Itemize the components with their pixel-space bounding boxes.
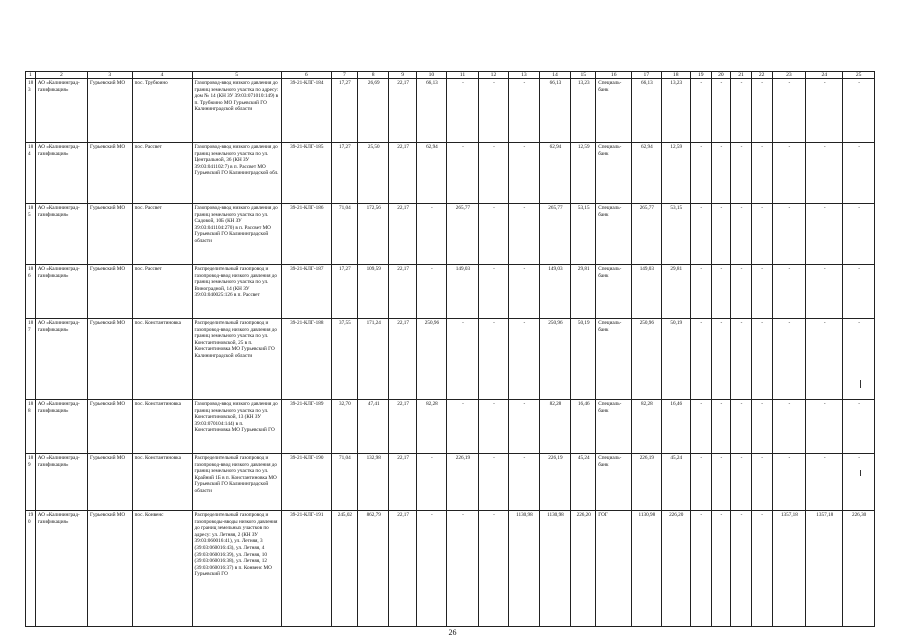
- table-cell: 39-21-КЛГ-187: [281, 265, 331, 319]
- table-cell: 22,17: [389, 143, 416, 204]
- table-cell: 22,17: [389, 400, 416, 454]
- table-cell: -: [478, 265, 508, 319]
- table-cell: 22,17: [389, 265, 416, 319]
- table-cell: 186: [26, 265, 36, 319]
- table-cell: -: [509, 319, 539, 400]
- table-cell: 66,13: [539, 79, 571, 143]
- table-cell: -: [772, 265, 806, 319]
- table-cell: 149,03: [447, 265, 479, 319]
- table-cell: -: [843, 265, 875, 319]
- table-cell: 39-21-КЛГ-191: [281, 511, 331, 627]
- table-cell: -: [731, 400, 752, 454]
- table-cell: 47,41: [357, 400, 389, 454]
- table-cell: -: [751, 79, 772, 143]
- table-cell: -: [690, 454, 711, 511]
- table-cell: -: [478, 454, 508, 511]
- header-cell: 21: [731, 72, 752, 79]
- table-cell: -: [843, 400, 875, 454]
- table-cell: 53,15: [571, 204, 596, 265]
- table-cell: 187: [26, 319, 36, 400]
- table-cell: -: [843, 319, 875, 400]
- table-cell: 29,81: [571, 265, 596, 319]
- table-cell: -: [711, 204, 731, 265]
- table-cell: 16,46: [661, 400, 690, 454]
- table-cell: -: [416, 454, 446, 511]
- table-cell: Гурьевский МО: [88, 79, 133, 143]
- table-cell: Газопровод-ввод низкого давления до границ земельного участка по адресу: дом № 14 (КН ЗУ 39:03:071010:149) в п. Трубюино МО Гурьевский ГО Калининградской области: [192, 79, 281, 143]
- table-cell: Гурьевский МО: [88, 511, 133, 627]
- table-cell: АО «Калининград-газификация»: [35, 400, 87, 454]
- table-cell: ГОГ: [596, 511, 632, 627]
- header-cell: 23: [772, 72, 806, 79]
- table-cell: 71,04: [331, 454, 357, 511]
- table-cell: -: [711, 265, 731, 319]
- table-cell: пос. Константиновка: [132, 400, 192, 454]
- header-cell: 22: [751, 72, 772, 79]
- header-cell: 16: [596, 72, 632, 79]
- page-number: 26: [448, 628, 457, 637]
- table-cell: 189: [26, 454, 36, 511]
- table-cell: -: [806, 204, 843, 265]
- table-cell: -: [690, 319, 711, 400]
- table-cell: 862,79: [357, 511, 389, 627]
- table-cell: -: [806, 79, 843, 143]
- table-cell: -: [711, 79, 731, 143]
- table-cell: 45,24: [661, 454, 690, 511]
- header-cell: 24: [806, 72, 843, 79]
- table-cell: 265,77: [447, 204, 479, 265]
- table-cell: 17,27: [331, 143, 357, 204]
- table-cell: -: [731, 319, 752, 400]
- header-cell: 10: [416, 72, 446, 79]
- table-cell: пос. Рассвет: [132, 265, 192, 319]
- table-cell: 226,20: [571, 511, 596, 627]
- table-cell: -: [806, 400, 843, 454]
- table-row: [26, 204, 875, 265]
- table-cell: пос. Рассвет: [132, 204, 192, 265]
- header-cell: 9: [389, 72, 416, 79]
- table-cell: АО «Калининград-газификация»: [35, 265, 87, 319]
- table-cell: -: [478, 319, 508, 400]
- table-cell: 109,59: [357, 265, 389, 319]
- table-cell: -: [447, 400, 479, 454]
- table-cell: 13,23: [571, 79, 596, 143]
- table-cell: 66,13: [632, 79, 661, 143]
- table-cell: -: [711, 319, 731, 400]
- table-cell: 188: [26, 400, 36, 454]
- table-cell: Гурьевский МО: [88, 204, 133, 265]
- table-cell: -: [751, 454, 772, 511]
- table-cell: -: [806, 265, 843, 319]
- table-cell: -: [509, 143, 539, 204]
- table-cell: Специаль-банк: [596, 204, 632, 265]
- table-cell: -: [772, 319, 806, 400]
- header-cell: 4: [132, 72, 192, 79]
- table-cell: Гурьевский МО: [88, 400, 133, 454]
- table-cell: 50,19: [661, 319, 690, 400]
- table-cell: Газопровод-ввод низкого давления до границ земельного участка по ул. Центральной, 36 (КН ЗУ 39:03:041102:7) в п. Рассвет МО Гурьевский ГО Калининградской обл.: [192, 143, 281, 204]
- header-cell: 15: [571, 72, 596, 79]
- table-cell: -: [416, 265, 446, 319]
- table-cell: -: [772, 204, 806, 265]
- table-cell: Специаль-банк: [596, 143, 632, 204]
- table-cell: 29,81: [661, 265, 690, 319]
- table-cell: -: [416, 204, 446, 265]
- table-cell: -: [731, 511, 752, 627]
- scan-mark: [860, 380, 861, 388]
- table-cell: 185: [26, 204, 36, 265]
- table-cell: -: [447, 79, 479, 143]
- table-cell: АО «Калининград-газификация»: [35, 143, 87, 204]
- table-cell: 132,98: [357, 454, 389, 511]
- header-cell: 19: [690, 72, 711, 79]
- table-cell: 32,70: [331, 400, 357, 454]
- table-cell: пос. Константиновка: [132, 454, 192, 511]
- table-cell: 62,94: [416, 143, 446, 204]
- table-cell: -: [751, 143, 772, 204]
- table-cell: 250,96: [416, 319, 446, 400]
- table-cell: -: [478, 511, 508, 627]
- table-cell: 250,96: [632, 319, 661, 400]
- table-cell: Гурьевский МО: [88, 454, 133, 511]
- header-cell: 20: [711, 72, 731, 79]
- table-cell: -: [447, 319, 479, 400]
- table-cell: 82,28: [416, 400, 446, 454]
- table-cell: -: [509, 265, 539, 319]
- table-cell: -: [772, 400, 806, 454]
- table-cell: 13,23: [661, 79, 690, 143]
- table-cell: 226,20: [661, 511, 690, 627]
- table-cell: Распределительный газопровод и газопроводы-вводы низкого давления до границ земельных участков по адресу: ул. Летняя, 2 (КН ЗУ 39:03:060016:41), ул. Летняя, 3 (39:03:060016:43), ул. Летняя, 4 (39:03:060016:39), ул. Летняя, 10 (39:03:060016:38), ул. Летняя, 12 (39:03:060016:37) в п. Конвенс МО Гурьевский ГО: [192, 511, 281, 627]
- table-cell: АО «Калининград-газификация»: [35, 319, 87, 400]
- table-cell: 62,94: [539, 143, 571, 204]
- table-cell: -: [416, 511, 446, 627]
- table-cell: 50,19: [571, 319, 596, 400]
- table-cell: 12,59: [661, 143, 690, 204]
- table-cell: 16,46: [571, 400, 596, 454]
- table-cell: 25,50: [357, 143, 389, 204]
- header-cell: 17: [632, 72, 661, 79]
- table-cell: Распределительный газопровод и газопровод-ввод низкого давления до границ земельного участка по ул. Крайний 1Б в п. Константиновка МО Гурьевский ГО Калининградской области: [192, 454, 281, 511]
- table-cell: -: [509, 79, 539, 143]
- header-row: [26, 72, 875, 79]
- table-cell: 226,30: [843, 511, 875, 627]
- table-cell: 66,13: [416, 79, 446, 143]
- table-cell: Специаль-банк: [596, 79, 632, 143]
- table-cell: Гурьевский МО: [88, 143, 133, 204]
- table-cell: АО «Калининград-газификация»: [35, 204, 87, 265]
- table-cell: -: [690, 204, 711, 265]
- table-cell: 250,96: [539, 319, 571, 400]
- table-cell: 17,27: [331, 79, 357, 143]
- table-cell: 39-21-КЛГ-186: [281, 204, 331, 265]
- table-cell: Специаль-банк: [596, 319, 632, 400]
- table-cell: 37,55: [331, 319, 357, 400]
- table-cell: -: [806, 143, 843, 204]
- header-cell: 6: [281, 72, 331, 79]
- table-cell: Газопровод-ввод низкого давления до границ земельного участка по ул. Константиновской, 13 (КН ЗУ 39:03:070104:144) в п. Константиновка МО Гурьевский ГО: [192, 400, 281, 454]
- table-cell: 265,77: [539, 204, 571, 265]
- table-cell: 62,94: [632, 143, 661, 204]
- table-cell: -: [731, 204, 752, 265]
- table-row: [26, 400, 875, 454]
- table-cell: 22,17: [389, 319, 416, 400]
- table-cell: 39-21-КЛГ-190: [281, 454, 331, 511]
- table-cell: -: [772, 79, 806, 143]
- table-cell: -: [478, 143, 508, 204]
- table-cell: 1130,98: [539, 511, 571, 627]
- table-cell: пос. Трубюино: [132, 79, 192, 143]
- table-cell: 22,17: [389, 511, 416, 627]
- table-cell: -: [690, 79, 711, 143]
- table-cell: -: [690, 511, 711, 627]
- header-cell: 3: [88, 72, 133, 79]
- table-cell: -: [731, 454, 752, 511]
- table-row: [26, 265, 875, 319]
- scan-mark: [860, 470, 861, 476]
- table-cell: -: [751, 265, 772, 319]
- table-row: [26, 79, 875, 143]
- header-cell: 18: [661, 72, 690, 79]
- table-cell: -: [690, 400, 711, 454]
- header-cell: 1: [26, 72, 36, 79]
- table-cell: -: [447, 143, 479, 204]
- table-cell: 226,19: [447, 454, 479, 511]
- table-row: [26, 143, 875, 204]
- table-cell: -: [731, 265, 752, 319]
- table-cell: пос. Рассвет: [132, 143, 192, 204]
- table-cell: АО «Калининград-газификация»: [35, 79, 87, 143]
- table-cell: Гурьевский МО: [88, 319, 133, 400]
- table-cell: 12,59: [571, 143, 596, 204]
- table-cell: 149,03: [632, 265, 661, 319]
- table-cell: АО «Калининград-газификация»: [35, 511, 87, 627]
- table-cell: -: [731, 79, 752, 143]
- table-cell: -: [711, 511, 731, 627]
- table-cell: 53,15: [661, 204, 690, 265]
- table-cell: 245,02: [331, 511, 357, 627]
- header-cell: 5: [192, 72, 281, 79]
- table-cell: Газопровод-ввод низкого давления до границ земельного участка по ул. Садовой, 10Б (КН ЗУ 39:03:041104:270) в п. Рассвет МО Гурьевский ГО Калининградской области: [192, 204, 281, 265]
- table-cell: 1130,98: [509, 511, 539, 627]
- table-cell: -: [806, 454, 843, 511]
- table-cell: -: [751, 400, 772, 454]
- table-cell: -: [843, 79, 875, 143]
- table-cell: 1130,98: [632, 511, 661, 627]
- table-cell: -: [751, 511, 772, 627]
- table-cell: 39-21-КЛГ-188: [281, 319, 331, 400]
- table-cell: -: [751, 204, 772, 265]
- table-cell: 39-21-КЛГ-185: [281, 143, 331, 204]
- table-cell: 82,28: [632, 400, 661, 454]
- table-cell: АО «Калининград-газификация»: [35, 454, 87, 511]
- table-cell: 265,77: [632, 204, 661, 265]
- table-cell: пос. Константиновка: [132, 319, 192, 400]
- table-cell: -: [478, 400, 508, 454]
- table-cell: пос. Конвенс: [132, 511, 192, 627]
- table-cell: 183: [26, 79, 36, 143]
- table-cell: Специаль-банк: [596, 400, 632, 454]
- table-cell: -: [843, 143, 875, 204]
- table-cell: -: [806, 319, 843, 400]
- table-cell: -: [772, 454, 806, 511]
- table-cell: Распределительный газопровод и газопровод-ввод низкого давления до границ земельного участка по ул. Константиновской, 25 в п. Константиновка МО Гурьевский ГО Калининградской области: [192, 319, 281, 400]
- table-cell: 171,24: [357, 319, 389, 400]
- header-cell: 13: [509, 72, 539, 79]
- table-cell: 149,03: [539, 265, 571, 319]
- table-cell: -: [843, 454, 875, 511]
- table-cell: -: [843, 204, 875, 265]
- table-cell: 190: [26, 511, 36, 627]
- table-cell: -: [772, 143, 806, 204]
- table-cell: -: [731, 143, 752, 204]
- table-cell: -: [711, 143, 731, 204]
- table-cell: 22,17: [389, 79, 416, 143]
- table-cell: 39-21-КЛГ-189: [281, 400, 331, 454]
- table-cell: 226,19: [632, 454, 661, 511]
- table-cell: 71,04: [331, 204, 357, 265]
- header-cell: 2: [35, 72, 87, 79]
- header-cell: 25: [843, 72, 875, 79]
- table-cell: Распределительный газопровод и газопровод-ввод низкого давления до границ земельного участка по ул. Виноградной, 14 (КН ЗУ 39:03:040025:126 в п. Рассвет: [192, 265, 281, 319]
- table-cell: 82,28: [539, 400, 571, 454]
- table-cell: 22,17: [389, 454, 416, 511]
- header-cell: 12: [478, 72, 508, 79]
- table-cell: Гурьевский МО: [88, 265, 133, 319]
- table-row: [26, 319, 875, 400]
- table-row: [26, 454, 875, 511]
- table-row: [26, 511, 875, 627]
- table-cell: Специаль-банк: [596, 454, 632, 511]
- header-cell: 11: [447, 72, 479, 79]
- table-cell: -: [690, 265, 711, 319]
- header-cell: 7: [331, 72, 357, 79]
- table-cell: 184: [26, 143, 36, 204]
- header-cell: 8: [357, 72, 389, 79]
- table-cell: -: [711, 400, 731, 454]
- table-cell: 1357,18: [772, 511, 806, 627]
- table-cell: 45,24: [571, 454, 596, 511]
- header-cell: 14: [539, 72, 571, 79]
- table-cell: 39-21-КЛГ-184: [281, 79, 331, 143]
- table-cell: -: [751, 319, 772, 400]
- table-cell: 26,69: [357, 79, 389, 143]
- table-cell: -: [509, 400, 539, 454]
- table-cell: Специаль-банк: [596, 265, 632, 319]
- table-cell: -: [690, 143, 711, 204]
- table-cell: -: [478, 79, 508, 143]
- tariff-table: [25, 71, 875, 627]
- table-cell: 17,27: [331, 265, 357, 319]
- table-cell: -: [509, 204, 539, 265]
- table-cell: -: [447, 511, 479, 627]
- table-cell: -: [478, 204, 508, 265]
- table-cell: 172,56: [357, 204, 389, 265]
- table-cell: -: [509, 454, 539, 511]
- table-cell: -: [711, 454, 731, 511]
- table-cell: 22,17: [389, 204, 416, 265]
- table-cell: 226,19: [539, 454, 571, 511]
- table-cell: 1357,18: [806, 511, 843, 627]
